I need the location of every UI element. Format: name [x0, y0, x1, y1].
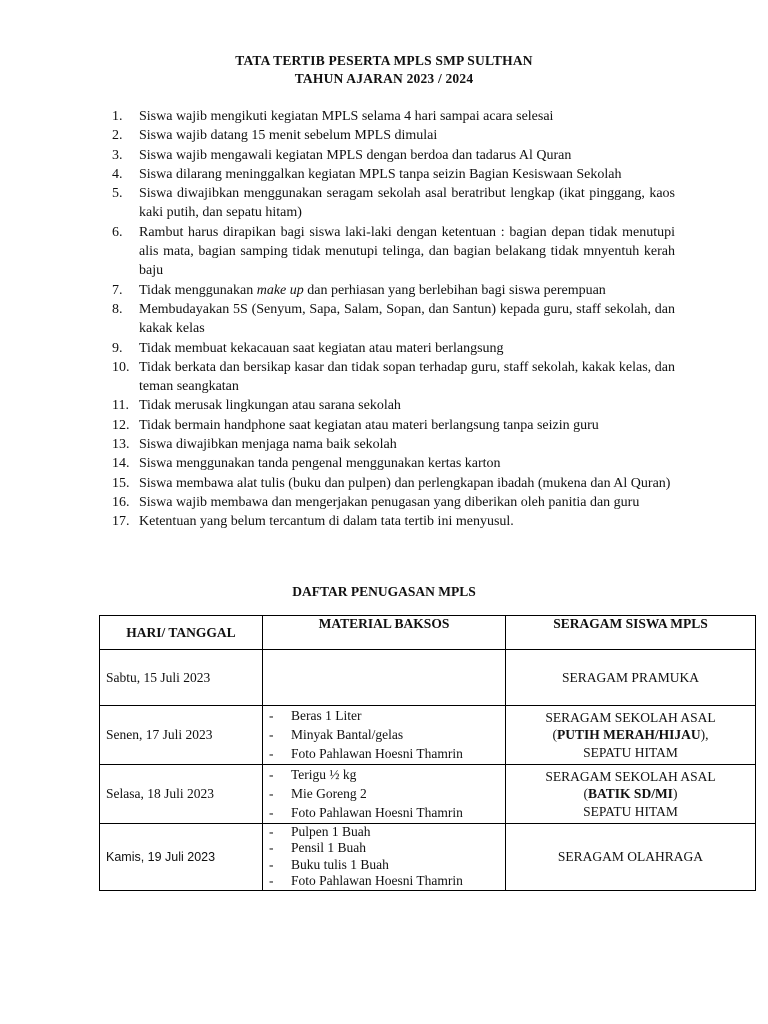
- rule-number: 1.: [112, 109, 123, 124]
- rule-number: 5.: [112, 186, 123, 202]
- rule-text: Siswa wajib mengawali kegiatan MPLS dengan berdoa dan tadarus Al Quran: [139, 147, 572, 163]
- rule-number: 2.: [112, 128, 123, 144]
- column-header-uniform: SERAGAM SISWA MPLS: [506, 616, 756, 650]
- uniform-line: [512, 785, 749, 803]
- bullet-dash: -: [269, 727, 274, 742]
- uniform-text: SERAGAM PRAMUKA: [562, 669, 699, 685]
- material-text: Buku tulis 1 Buah: [291, 856, 389, 872]
- list-item: [269, 857, 499, 873]
- rule-item: [112, 300, 675, 339]
- uniform-bold: BATIK SD/MI: [588, 786, 673, 802]
- rule-item: [112, 435, 675, 454]
- material-text: Terigu ½ kg: [291, 767, 357, 782]
- table-row: [100, 824, 756, 891]
- material-list: [269, 765, 499, 822]
- rule-number: 7.: [112, 282, 123, 298]
- rule-text-after: dan perhiasan yang berlebihan bagi siswa perempuan: [303, 282, 606, 298]
- uniform-bold: PUTIH MERAH/HIJAU: [556, 727, 701, 743]
- table-row: [100, 650, 756, 706]
- document-subtitle: TAHUN AJARAN 2023 / 2024: [294, 71, 474, 86]
- rule-item: [112, 281, 675, 300]
- list-item: [269, 725, 499, 744]
- rule-number: 13.: [112, 437, 130, 453]
- document-title: TATA TERTIB PESERTA MPLS SMP SULTHAN: [235, 53, 533, 68]
- rule-item: [112, 512, 675, 531]
- rules-list: [112, 107, 675, 532]
- material-cell: [263, 824, 506, 891]
- rule-number: 14.: [112, 456, 130, 472]
- bullet-dash: -: [269, 856, 274, 872]
- rule-item: [112, 184, 675, 223]
- rule-item: [112, 165, 675, 184]
- uniform-line: SERAGAM SEKOLAH ASAL: [545, 709, 716, 725]
- rule-number: 4.: [112, 166, 123, 182]
- rule-text-italic: make up: [256, 282, 304, 298]
- rule-text: Siswa wajib membawa dan mengerjakan penugasan yang diberikan oleh panitia dan guru: [139, 494, 640, 510]
- rule-number: 8.: [112, 301, 123, 317]
- uniform-paren: ): [672, 786, 678, 802]
- material-text: Foto Pahlawan Hoesni Thamrin: [291, 746, 463, 761]
- material-cell: [263, 650, 506, 706]
- bullet-dash: -: [269, 767, 274, 782]
- rule-item: [112, 358, 675, 397]
- bullet-dash: -: [269, 708, 274, 723]
- material-cell: [263, 765, 506, 824]
- uniform-line: SEPATU HITAM: [583, 803, 678, 819]
- table-row: [100, 765, 756, 824]
- uniform-text: SERAGAM OLAHRAGA: [557, 849, 704, 865]
- rule-item: [112, 146, 675, 165]
- rule-item: [112, 339, 675, 358]
- rule-number: 12.: [112, 417, 130, 433]
- day-cell: Selasa, 18 Juli 2023: [100, 765, 263, 824]
- bullet-dash: -: [269, 872, 274, 888]
- rule-item: [112, 107, 675, 126]
- rule-text: Membudayakan 5S (Senyum, Sapa, Salam, Sopan, dan Santun) kepada guru, staff sekolah, dan kakak kelas: [139, 301, 675, 337]
- rule-item: [112, 126, 675, 145]
- uniform-line: SERAGAM SEKOLAH ASAL: [545, 768, 716, 784]
- rule-item: [112, 493, 675, 512]
- material-list: [269, 706, 499, 763]
- rule-text: Siswa wajib datang 15 menit sebelum MPLS dimulai: [139, 128, 438, 144]
- rule-text: Rambut harus dirapikan bagi siswa laki-laki dengan ketentuan : bagian depan tidak menutupi alis mata, bagian samping tidak menutupi telinga, dan bagian belakang tidak mnyentuh kerah baju: [139, 224, 675, 279]
- rule-text: Siswa menggunakan tanda pengenal menggunakan kertas karton: [139, 456, 501, 472]
- rule-number: 6.: [112, 224, 123, 240]
- rule-text: Siswa diwajibkan menjaga nama baik sekolah: [139, 437, 397, 453]
- day-cell: Kamis, 19 Juli 2023: [100, 824, 263, 891]
- bullet-dash: -: [269, 746, 274, 761]
- rule-text: Siswa diwajibkan menggunakan seragam sekolah asal beratribut lengkap (ikat pinggang, kaos kaki putih, dan sepatu hitam): [139, 186, 675, 221]
- uniform-paren: (: [552, 727, 557, 743]
- rule-number: 9.: [112, 340, 123, 356]
- table-header-row: [100, 616, 756, 650]
- rule-item: [112, 474, 675, 493]
- bullet-dash: -: [269, 840, 274, 856]
- day-cell: Senen, 17 Juli 2023: [100, 706, 263, 765]
- rule-number: 15.: [112, 475, 130, 491]
- rule-text: Siswa membawa alat tulis (buku dan pulpen) dan perlengkapan ibadah (mukena dan Al Quran): [139, 475, 671, 491]
- uniform-cell: [506, 765, 756, 824]
- column-header-material: MATERIAL BAKSOS: [263, 616, 506, 650]
- rule-item: [112, 396, 675, 415]
- material-text: Minyak Bantal/gelas: [291, 727, 404, 742]
- tasks-heading: DAFTAR PENUGASAN MPLS: [292, 584, 476, 599]
- uniform-cell: [506, 706, 756, 765]
- rule-number: 10.: [112, 359, 130, 375]
- rule-number: 16.: [112, 494, 130, 510]
- rule-item: [112, 416, 675, 435]
- list-item: [269, 803, 499, 822]
- tasks-table: [99, 615, 756, 891]
- material-cell: [263, 706, 506, 765]
- uniform-cell: [506, 824, 756, 891]
- rule-text: Siswa dilarang meninggalkan kegiatan MPLS tanpa seizin Bagian Kesiswaan Sekolah: [139, 166, 622, 182]
- material-text: Pensil 1 Buah: [291, 840, 367, 856]
- rule-text: Ketentuan yang belum tercantum di dalam tata tertib ini menyusul.: [139, 514, 514, 530]
- material-text: Foto Pahlawan Hoesni Thamrin: [291, 872, 463, 888]
- rule-number: 17.: [112, 514, 130, 530]
- rule-text: Tidak membuat kekacauan saat kegiatan atau materi berlangsung: [139, 340, 504, 356]
- list-item: [269, 765, 499, 784]
- list-item: [269, 706, 499, 725]
- rule-text: Tidak bermain handphone saat kegiatan atau materi berlangsung tanpa seizin guru: [139, 417, 599, 433]
- rule-text-before: Tidak menggunakan: [139, 282, 257, 298]
- rule-number: 3.: [112, 147, 123, 163]
- uniform-paren: ),: [700, 727, 709, 743]
- list-item: [269, 744, 499, 763]
- list-item: [269, 840, 499, 856]
- material-text: Mie Goreng 2: [291, 786, 367, 801]
- material-text: Beras 1 Liter: [291, 708, 362, 723]
- rule-item: [112, 454, 675, 473]
- table-row: [100, 706, 756, 765]
- list-item: [269, 824, 499, 840]
- list-item: [269, 784, 499, 803]
- bullet-dash: -: [269, 786, 274, 801]
- uniform-line: SEPATU HITAM: [583, 744, 678, 760]
- column-header-day: HARI/ TANGGAL: [100, 616, 263, 650]
- uniform-paren: (: [583, 786, 589, 802]
- material-text: Pulpen 1 Buah: [291, 824, 371, 839]
- list-item: [269, 873, 499, 889]
- day-cell: Sabtu, 15 Juli 2023: [100, 650, 263, 706]
- material-text: Foto Pahlawan Hoesni Thamrin: [291, 805, 463, 820]
- rule-text: Siswa wajib mengikuti kegiatan MPLS selama 4 hari sampai acara selesai: [139, 109, 554, 124]
- rule-number: 11.: [112, 398, 129, 414]
- uniform-cell: [506, 650, 756, 706]
- rule-item: [112, 223, 675, 281]
- bullet-dash: -: [269, 824, 274, 839]
- material-list: [269, 824, 499, 889]
- rule-text: Tidak berkata dan bersikap kasar dan tidak sopan terhadap guru, staff sekolah, kakak kelas, dan teman seangkatan: [139, 359, 675, 395]
- rule-text: Tidak merusak lingkungan atau sarana sekolah: [139, 398, 401, 414]
- bullet-dash: -: [269, 805, 274, 820]
- uniform-line: [512, 726, 749, 744]
